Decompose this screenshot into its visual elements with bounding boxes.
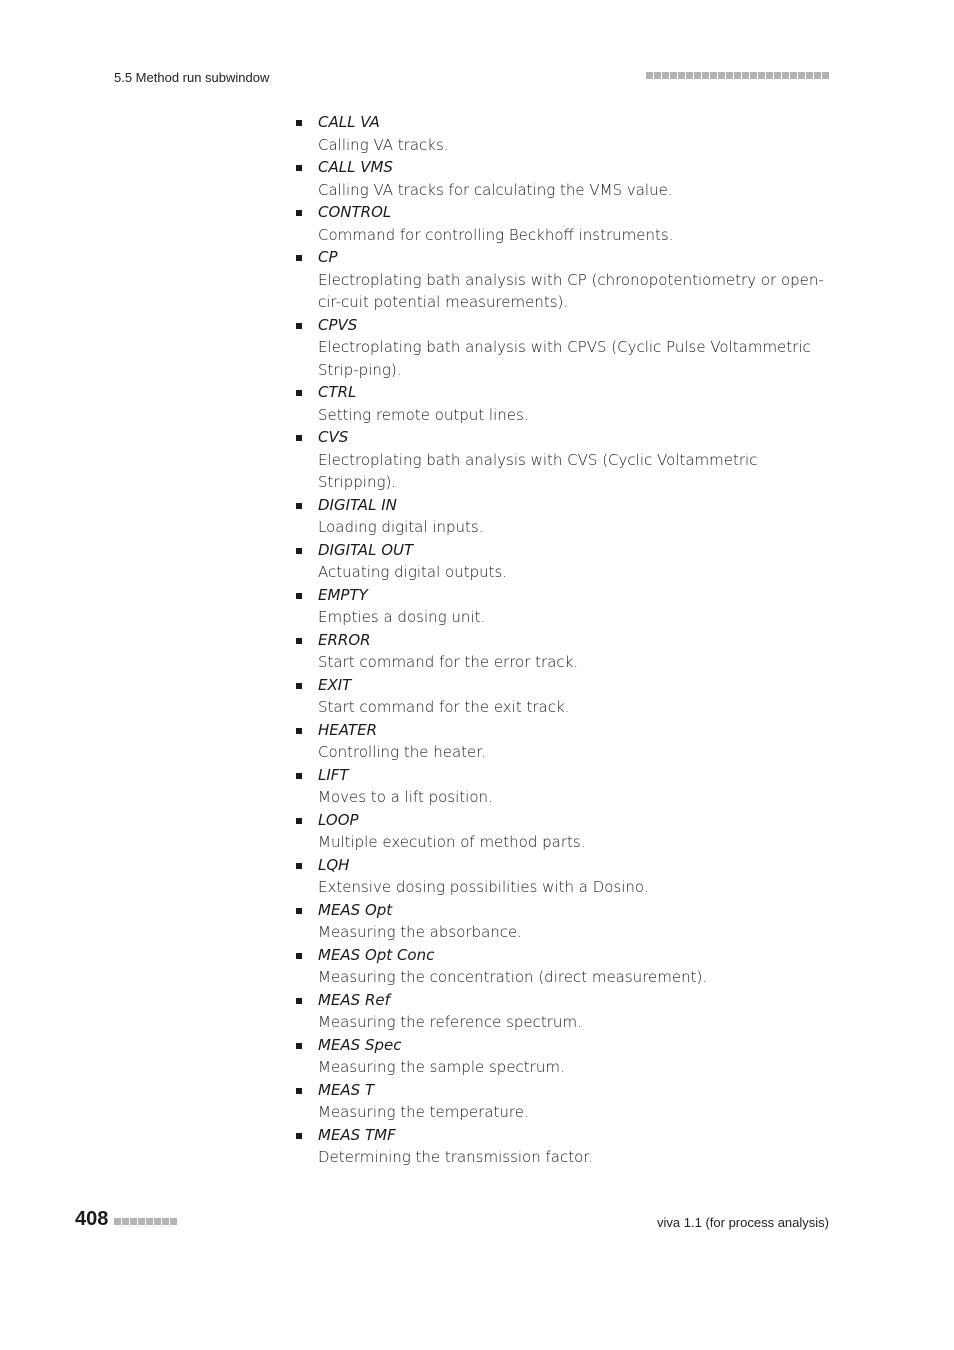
command-name: CP xyxy=(318,248,338,266)
list-item xyxy=(296,539,836,584)
list-item xyxy=(296,494,836,539)
list-item xyxy=(296,944,836,989)
decorative-dot xyxy=(670,72,677,79)
command-name: LQH xyxy=(318,855,350,874)
square-bullet-icon xyxy=(296,120,302,126)
decorative-dot xyxy=(782,72,789,79)
decorative-dot xyxy=(138,1218,145,1225)
decorative-dot xyxy=(774,72,781,79)
page-number: 408 xyxy=(75,1208,109,1230)
command-name: EXIT xyxy=(318,675,352,694)
command-description: Moves to a lift position. xyxy=(318,788,493,806)
decorative-dot xyxy=(686,72,693,79)
header-decorative-dots xyxy=(646,72,829,79)
command-name: EMPTY xyxy=(318,585,368,604)
command-name: MEAS TMF xyxy=(318,1125,396,1144)
command-description: Start command for the error track. xyxy=(318,653,579,671)
decorative-dot xyxy=(154,1218,161,1225)
list-item xyxy=(296,989,836,1034)
decorative-dot xyxy=(130,1218,137,1225)
decorative-dot xyxy=(758,72,765,79)
command-description: Controlling the heater. xyxy=(318,743,486,761)
command-name: CALL VMS xyxy=(318,158,393,176)
command-name: MEAS Spec xyxy=(318,1035,402,1054)
command-name: LIFT xyxy=(318,765,349,784)
decorative-dot xyxy=(790,72,797,79)
list-item xyxy=(296,674,836,719)
command-description: Calling VA tracks. xyxy=(318,135,449,154)
square-bullet-icon xyxy=(296,773,302,779)
list-item xyxy=(296,426,836,494)
command-description: Empties a dosing unit. xyxy=(318,608,486,626)
command-description: Calling VA tracks for calculating the VMS value. xyxy=(318,180,673,199)
list-item xyxy=(296,201,836,246)
list-item xyxy=(296,246,836,314)
square-bullet-icon xyxy=(296,1088,302,1094)
command-description: Measuring the temperature. xyxy=(318,1103,529,1121)
footer-product-name: viva 1.1 (for process analysis) xyxy=(657,1215,829,1230)
square-bullet-icon xyxy=(296,390,302,396)
list-item xyxy=(296,1079,836,1124)
square-bullet-icon xyxy=(296,323,302,329)
list-item xyxy=(296,111,836,156)
list-item xyxy=(296,719,836,764)
command-description: Loading digital inputs. xyxy=(318,518,484,536)
square-bullet-icon xyxy=(296,210,302,216)
command-list xyxy=(296,111,836,1169)
command-description: Measuring the absorbance. xyxy=(318,923,523,941)
list-item xyxy=(296,1124,836,1169)
command-description: Electroplating bath analysis with CP (chronopotentiometry or open-cir-cuit potential measurements). xyxy=(318,270,824,311)
decorative-dot xyxy=(734,72,741,79)
command-name: CONTROL xyxy=(318,203,392,221)
list-item xyxy=(296,584,836,629)
list-item xyxy=(296,156,836,201)
list-item xyxy=(296,629,836,674)
command-name: CTRL xyxy=(318,383,357,401)
square-bullet-icon xyxy=(296,435,302,441)
decorative-dot xyxy=(718,72,725,79)
list-item xyxy=(296,1034,836,1079)
square-bullet-icon xyxy=(296,165,302,171)
decorative-dot xyxy=(742,72,749,79)
command-description: Actuating digital outputs. xyxy=(318,563,508,581)
decorative-dot xyxy=(726,72,733,79)
decorative-dot xyxy=(702,72,709,79)
command-name: MEAS T xyxy=(318,1080,375,1099)
square-bullet-icon xyxy=(296,683,302,689)
decorative-dot xyxy=(678,72,685,79)
command-name: CPVS xyxy=(318,315,358,334)
decorative-dot xyxy=(694,72,701,79)
command-description: Extensive dosing possibilities with a Dosino. xyxy=(318,878,649,896)
command-name: LOOP xyxy=(318,810,359,829)
decorative-dot xyxy=(146,1218,153,1225)
command-name: MEAS Ref xyxy=(318,990,390,1009)
list-item xyxy=(296,899,836,944)
square-bullet-icon xyxy=(296,593,302,599)
command-name: MEAS Opt xyxy=(318,900,393,919)
command-name: MEAS Opt Conc xyxy=(318,945,435,964)
command-description: Start command for the exit track. xyxy=(318,698,570,716)
decorative-dot xyxy=(750,72,757,79)
command-description: Setting remote output lines. xyxy=(318,405,529,424)
command-name: DIGITAL OUT xyxy=(318,540,414,559)
square-bullet-icon xyxy=(296,1043,302,1049)
decorative-dot xyxy=(170,1218,177,1225)
square-bullet-icon xyxy=(296,548,302,554)
decorative-dot xyxy=(662,72,669,79)
square-bullet-icon xyxy=(296,908,302,914)
command-name: HEATER xyxy=(318,720,377,739)
decorative-dot xyxy=(654,72,661,79)
square-bullet-icon xyxy=(296,728,302,734)
square-bullet-icon xyxy=(296,818,302,824)
list-item xyxy=(296,381,836,426)
command-description: Measuring the concentration (direct measurement). xyxy=(318,968,708,986)
command-description: Command for controlling Beckhoff instruments. xyxy=(318,225,674,244)
list-item xyxy=(296,854,836,899)
square-bullet-icon xyxy=(296,953,302,959)
command-name: DIGITAL IN xyxy=(318,495,397,514)
square-bullet-icon xyxy=(296,255,302,261)
decorative-dot xyxy=(814,72,821,79)
command-description: Determining the transmission factor. xyxy=(318,1148,593,1166)
decorative-dot xyxy=(806,72,813,79)
footer-decorative-dots xyxy=(114,1218,177,1225)
decorative-dot xyxy=(766,72,773,79)
decorative-dot xyxy=(114,1218,121,1225)
decorative-dot xyxy=(646,72,653,79)
command-description: Multiple execution of method parts. xyxy=(318,833,586,851)
decorative-dot xyxy=(798,72,805,79)
list-item xyxy=(296,809,836,854)
command-name: ERROR xyxy=(318,630,371,649)
decorative-dot xyxy=(162,1218,169,1225)
command-description: Electroplating bath analysis with CPVS (Cyclic Pulse Voltammetric Strip-ping). xyxy=(318,338,811,379)
command-description: Measuring the reference spectrum. xyxy=(318,1013,582,1031)
command-description: Electroplating bath analysis with CVS (Cyclic Voltammetric Stripping). xyxy=(318,450,758,491)
decorative-dot xyxy=(822,72,829,79)
command-description: Measuring the sample spectrum. xyxy=(318,1058,565,1076)
decorative-dot xyxy=(710,72,717,79)
list-item xyxy=(296,314,836,382)
list-item xyxy=(296,764,836,809)
square-bullet-icon xyxy=(296,1133,302,1139)
square-bullet-icon xyxy=(296,503,302,509)
square-bullet-icon xyxy=(296,863,302,869)
command-name: CALL VA xyxy=(318,113,380,131)
square-bullet-icon xyxy=(296,638,302,644)
command-name: CVS xyxy=(318,428,349,446)
running-header-section: 5.5 Method run subwindow xyxy=(114,70,270,85)
decorative-dot xyxy=(122,1218,129,1225)
square-bullet-icon xyxy=(296,998,302,1004)
